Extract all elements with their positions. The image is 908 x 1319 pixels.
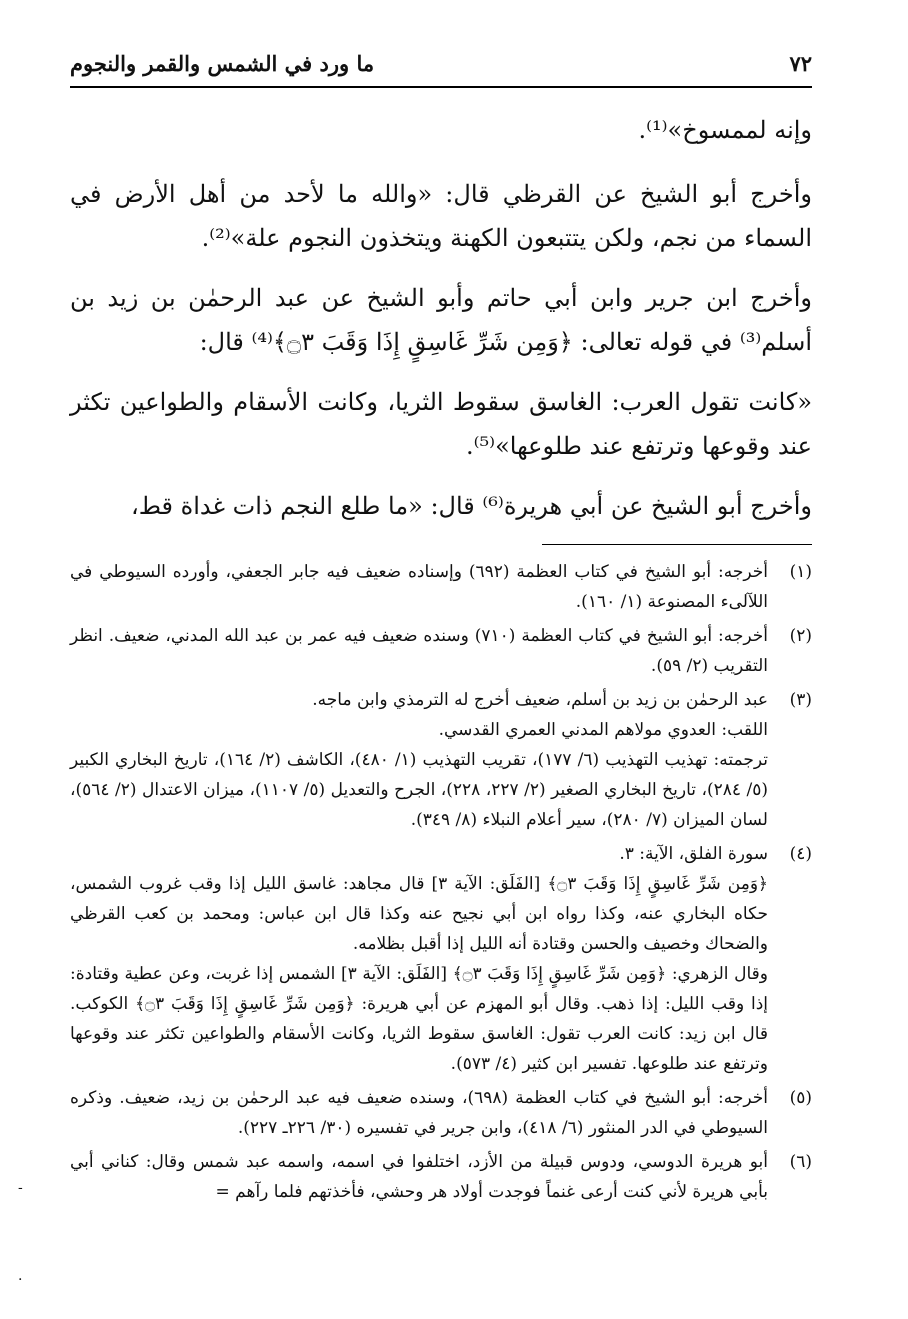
footnote-number: (٦) [789,1152,812,1172]
page-header [70,40,812,86]
footnote-text: ترجمته: تهذيب التهذيب (٦/ ١٧٧)، تقريب التهذيب (١/ ٤٨٠)، الكاشف (٢/ ١٦٤)، تاريخ البخاري الكبير (٥/ ٢٨٤)، تاريخ البخاري الصغير (٢/ ٢٢٧، ٢٢٨)، الجرح والتعديل (٥/ ١١٠٧)، ميزان الاعتدال (٢/ ٥٦٤)، لسان الميزان (٧/ ٢٨٠)، سير أعلام النبلاء (٨/ ٣٤٩). [70,750,769,830]
paragraph-3: «كانت تقول العرب: الغاسق سقوط الثريا، وكانت الأسقام والطواعين تكثر عند وقوعها وترتفع عند طلوعها»⁽⁵⁾. [70,388,812,460]
book-page [70,40,812,1211]
footnote-5 [70,1083,812,1143]
footnote-text: سورة الفلق، الآية: ٣. [619,844,768,864]
footnote-number: (١) [789,562,812,582]
footnote-number: (٣) [789,690,812,710]
footnote-number: (٤) [789,844,812,864]
footnote-2 [70,621,812,681]
paragraph-1: وأخرج أبو الشيخ عن القرظي قال: «والله ما لأحد من أهل الأرض في السماء من نجم، ولكن يتتبعون الكهنة ويتخذون النجوم علة»⁽²⁾. [70,180,812,252]
paragraph-0: وإنه لممسوخ»⁽¹⁾. [638,116,812,144]
margin-mark: - [18,1180,23,1196]
footnote-1 [70,557,812,617]
footnote-text: أخرجه: أبو الشيخ في كتاب العظمة (٧١٠) وسنده ضعيف فيه عمر بن عبد الله المدني، ضعيف. انظر التقريب (٢/ ٥٩). [70,626,768,676]
header-rule [70,86,812,88]
footnote-text: أخرجه: أبو الشيخ في كتاب العظمة (٦٩٢) وإسناده ضعيف فيه جابر الجعفي، وأورده السيوطي في اللآلىء المصنوعة (١/ ١٦٠). [70,562,768,612]
footnote-4 [70,839,812,1079]
paragraph-4: وأخرج أبو الشيخ عن أبي هريرة⁽⁶⁾ قال: «ما طلع النجم ذات غداة قط، [130,492,812,520]
footnote-text: وقال الزهري: ﴿وَمِن شَرِّ غَاسِقٍ إِذَا وَقَبَ ۝٣﴾ [الفَلَق: الآية ٣] الشمس إذا غربت، وعن عطية وقتادة: إذا وقب الليل: إذا ذهب. وقال أبو المهزم عن أبي هريرة: ﴿وَمِن شَرِّ غَاسِقٍ إِذَا وَقَبَ ۝٣﴾ الكوكب. قال ابن زيد: كانت العرب تقول: الغاسق سقوط الثريا، وكانت الأسقام والطواعين تكثر عند وقوعها وترتفع عند طلوعها. تفسير ابن كثير (٤/ ٥٧٣). [70,964,768,1074]
footnote-text: أخرجه: أبو الشيخ في كتاب العظمة (٦٩٨)، وسنده ضعيف فيه عبد الرحمٰن بن زيد، ضعيف. وذكره السيوطي في الدر المنثور (٦/ ٤١٨)، وابن جرير في تفسيره (٣٠/ ٢٢٦ـ ٢٢٧). [70,1088,769,1138]
footnote-number: (٥) [789,1088,812,1108]
main-text [70,108,812,528]
paragraph-2: وأخرج ابن جرير وابن أبي حاتم وأبو الشيخ عن عبد الرحمٰن بن زيد بن أسلم⁽³⁾ في قوله تعالى: ﴿وَمِن شَرِّ غَاسِقٍ إِذَا وَقَبَ ۝٣﴾⁽⁴⁾ قال: [70,284,812,356]
footnote-text: اللقب: العدوي مولاهم المدني العمري القدسي. [438,720,768,740]
running-title: ما ورد في الشمس والقمر والنجوم [70,50,375,76]
footnote-text: عبد الرحمٰن بن زيد بن أسلم، ضعيف أخرج له الترمذي وابن ماجه. [312,690,768,710]
footnote-number: (٢) [789,626,812,646]
footnote-separator [542,544,812,545]
footnotes [70,557,812,1207]
footnote-text: ﴿وَمِن شَرِّ غَاسِقٍ إِذَا وَقَبَ ۝٣﴾ [الفَلَق: الآية ٣] قال مجاهد: غاسق الليل إذا وقب غروب الشمس، حكاه البخاري عنه، وكذا رواه ابن أبي نجيح عنه وكذا قال ابن عباس: ومحمد بن كعب القرظي والضحاك وخصيف والحسن وقتادة أنه الليل إذا أقبل بظلامه. [70,874,768,954]
margin-mark: . [18,1268,23,1284]
page-number: ٧٢ [789,50,812,76]
footnote-6 [70,1147,812,1207]
footnote-3 [70,685,812,835]
footnote-text: أبو هريرة الدوسي، ودوس قبيلة من الأزد، اختلفوا في اسمه، واسمه عبد شمس وقال: كناني أبي بأبي هريرة لأني كنت أرعى غنماً فوجدت أولاد هر وحشي، فأخذتهم فلما رآهم = [70,1152,768,1202]
